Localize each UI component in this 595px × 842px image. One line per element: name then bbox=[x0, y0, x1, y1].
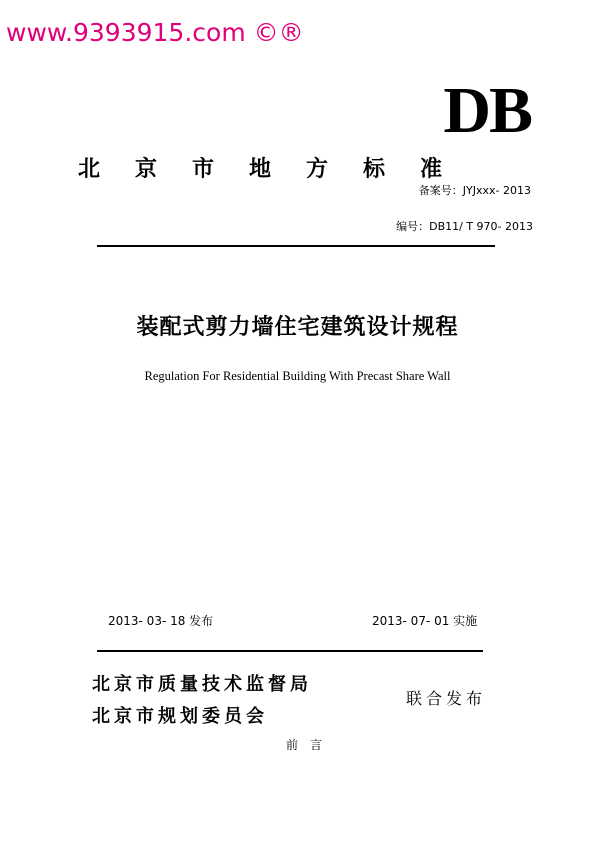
bottom-divider bbox=[97, 650, 483, 652]
preface-heading: 前言 bbox=[286, 738, 335, 752]
standard-name: 北京市地方标准 bbox=[78, 157, 478, 182]
issue-date: 2013- 03- 18 发布 bbox=[108, 614, 214, 628]
implementation-date: 2013- 07- 01 实施 bbox=[372, 614, 478, 628]
issuer-quality-bureau: 北京市质量技术监督局 bbox=[92, 674, 312, 695]
issuer-planning-commission: 北京市规划委员会 bbox=[92, 706, 268, 727]
document-title-english: Regulation For Residential Building With Precast Share Wall bbox=[144, 369, 451, 383]
top-divider bbox=[97, 245, 495, 247]
watermark-text: www.9393915.com ©® bbox=[6, 18, 304, 47]
serial-number: 编号：DB11/ T 970- 2013 bbox=[396, 220, 533, 233]
db-logo: DB bbox=[443, 74, 531, 147]
document-title-chinese: 装配式剪力墙住宅建筑设计规程 bbox=[136, 315, 459, 340]
joint-issue-label: 联合发布 bbox=[406, 689, 487, 708]
record-number: 备案号：JYJxxx- 2013 bbox=[418, 184, 531, 197]
